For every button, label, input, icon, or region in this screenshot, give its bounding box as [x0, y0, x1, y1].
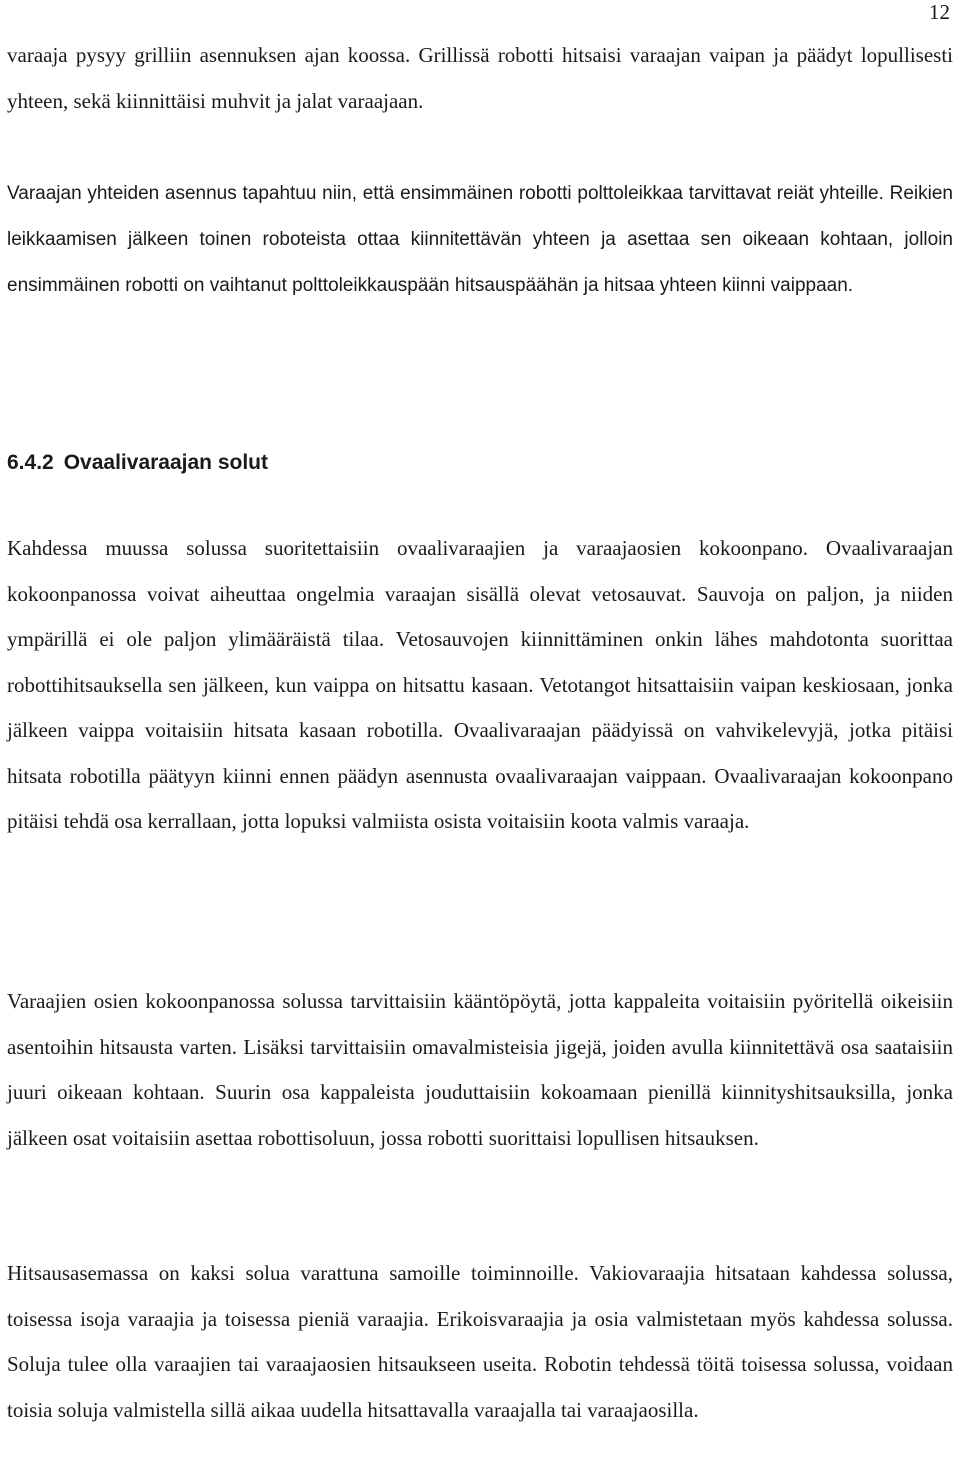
paragraph-2: Varaajan yhteiden asennus tapahtuu niin, että ensimmäinen robotti polttoleikkaa tarvittavat reiät yhteille. Reikien leikkaamisen jälkeen toinen roboteista ottaa kiinnitettävän yhteen ja asettaa sen oikeaan kohtaan, jolloin ensimmäinen robotti on vaihtanut polttoleikkauspään hitsauspäähän ja hitsaa yhteen kiinni vaippaan. — [7, 183, 953, 296]
section-number: 6.4.2 — [7, 451, 54, 474]
paragraph-1: varaaja pysyy grilliin asennuksen ajan koossa. Grillissä robotti hitsaisi varaajan vaipan ja päädyt lopullisesti yhteen, sekä kiinnittäisi muhvit ja jalat varaajaan. — [7, 43, 953, 113]
section-heading — [7, 445, 268, 481]
paragraph-4: Varaajien osien kokoonpanossa solussa tarvittaisiin kääntöpöytä, jotta kappaleita voitaisiin pyöritellä oikeisiin asentoihin hitsausta varten. Lisäksi tarvittaisiin omavalmisteisia jigejä, joiden avulla kiinnitettävä osa saataisiin juuri oikeaan kohtaan. Suurin osa kappaleista jouduttaisiin kokoamaan pienillä kiinnityshitsauksilla, jonka jälkeen osat voitaisiin asettaa robottisoluun, jossa robotti suorittaisi lopullisen hitsauksen. — [7, 989, 953, 1150]
page-number: 12 — [929, 0, 950, 24]
paragraph-3: Kahdessa muussa solussa suoritettaisiin ovaalivaraajien ja varaajaosien kokoonpano. Ovaalivaraajan kokoonpanossa voivat aiheuttaa ongelmia varaajan sisällä olevat vetosauvat. Sauvoja on paljon, ja niiden ympärillä ei ole paljon ylimääräistä tilaa. Vetosauvojen kiinnittäminen onkin lähes mahdotonta suorittaa robottihitsauksella sen jälkeen, kun vaippa on hitsattu kasaan. Vetotangot hitsattaisiin vaipan keskiosaan, jonka jälkeen vaippa voitaisiin hitsata kasaan robotilla. Ovaalivaraajan päädyissä on vahvikelevyjä, jotka pitäisi hitsata robotilla päätyyn kiinni ennen päädyn asennusta ovaalivaraajan vaippaan. Ovaalivaraajan kokoonpano pitäisi tehdä osa kerrallaan, jotta lopuksi valmiista osista voitaisiin koota valmis varaaja. — [7, 536, 953, 833]
paragraph-5: Hitsausasemassa on kaksi solua varattuna samoille toiminnoille. Vakiovaraajia hitsataan kahdessa solussa, toisessa isoja varaajia ja toisessa pieniä varaajia. Erikoisvaraajia ja osia valmistetaan myös kahdessa solussa. Soluja tulee olla varaajien tai varaajaosien hitsaukseen useita. Robotin tehdessä töitä toisessa solussa, voidaan toisia soluja valmistella sillä aikaa uudella hitsattavalla varaajalla tai varaajaosilla. — [7, 1261, 953, 1422]
section-title: Ovaalivaraajan solut — [63, 451, 268, 474]
